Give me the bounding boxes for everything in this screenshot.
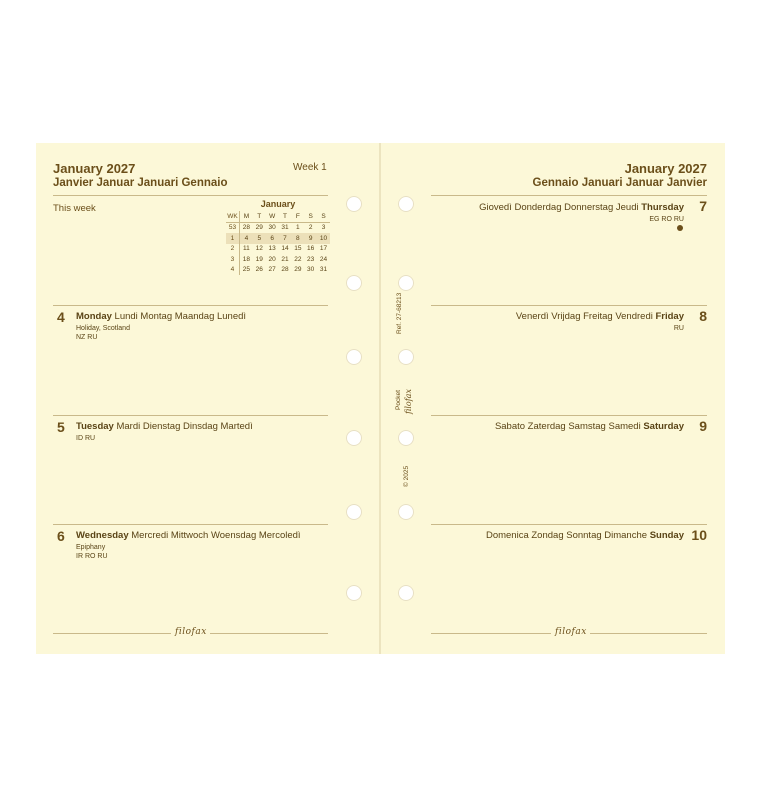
mini-calendar-cell: 25 [242, 266, 251, 274]
full-moon-icon [677, 225, 683, 231]
mini-calendar-cell: 22 [294, 255, 302, 263]
punch-hole [398, 430, 414, 446]
mini-calendar-header: S [304, 211, 317, 222]
punch-hole [398, 349, 414, 365]
punch-hole [346, 430, 362, 446]
day-name [495, 421, 684, 432]
mini-calendar-cell: 23 [307, 255, 315, 263]
mini-calendar-cell: 20 [268, 255, 276, 263]
mini-calendar-cell: 1 [296, 224, 300, 232]
footer-rule [431, 633, 551, 634]
mini-calendar-cell: 29 [294, 266, 302, 274]
day-note-countries: ID RU [76, 435, 96, 442]
day-name-bold: Friday [655, 311, 684, 322]
mini-calendar-header: F [291, 211, 304, 222]
mini-calendar-cell: 8 [291, 233, 304, 244]
mini-calendar-cell: 2 [308, 224, 313, 232]
filofax-logo: filofax [555, 627, 587, 637]
day-name-translations: Domenica Zondag Sonntag Dimanche [485, 530, 648, 541]
day-name [486, 530, 684, 541]
mini-calendar-cell: 3 [226, 254, 239, 265]
day-number: 6 [57, 528, 65, 544]
day-note-countries: EG RO RU [649, 216, 684, 223]
mini-calendar-cell: 21 [281, 255, 289, 263]
mini-calendar-cell: 15 [294, 245, 302, 253]
footer-rule [210, 633, 328, 634]
day-number: 5 [57, 419, 65, 435]
punch-hole [398, 504, 414, 520]
day-number: 8 [699, 308, 707, 324]
mini-calendar-cell: 5 [253, 233, 266, 244]
mini-calendar-cell: 1 [226, 233, 239, 244]
left-page-title: January 2027 [53, 161, 136, 176]
mini-calendar-cell: 13 [268, 245, 276, 253]
day-name [76, 530, 301, 541]
punch-hole [398, 196, 414, 212]
pocket-label: Pocket [395, 390, 402, 410]
mini-calendar-cell: 19 [255, 255, 263, 263]
mini-calendar-cell: 28 [281, 266, 289, 274]
day-number: 9 [699, 418, 707, 434]
mini-calendar-cell: 14 [281, 245, 289, 253]
this-week-label: This week [53, 203, 96, 214]
mini-calendar-cell: 31 [281, 224, 289, 232]
day-note-countries: NZ RU [76, 334, 98, 341]
day-note-countries: IR RO RU [76, 553, 108, 560]
mini-calendar-title: January [260, 199, 296, 209]
mini-calendar-cell: 30 [268, 224, 276, 232]
mini-calendar-cell: 18 [242, 255, 251, 263]
right-page-title: January 2027 [624, 161, 707, 176]
ref-label: Ref. 27-68213 [396, 292, 403, 334]
day-rule [53, 415, 328, 416]
mini-calendar-cell: 11 [243, 245, 250, 253]
copyright-label: © 2025 [403, 465, 410, 487]
punch-hole [346, 585, 362, 601]
day-number: 4 [57, 309, 65, 325]
day-name-translations: Venerdì Vrijdag Freitag Vendredi [515, 311, 653, 322]
reference-number [396, 293, 403, 334]
mini-calendar-cell: 53 [226, 222, 239, 233]
day-name-translations: Mardi Dienstag Dinsdag Martedì [116, 421, 253, 432]
punch-hole [346, 349, 362, 365]
footer-rule [590, 633, 707, 634]
day-rule [53, 524, 328, 525]
mini-calendar-cell: 31 [319, 266, 328, 274]
header-rule [53, 195, 328, 196]
day-name-translations: Giovedì Donderdag Donnerstag Jeudi [479, 202, 639, 213]
mini-calendar-cell: 9 [304, 233, 317, 244]
day-note: Epiphany [76, 544, 106, 551]
day-name-translations: Mercredi Mittwoch Woensdag Mercoledì [131, 530, 301, 541]
mini-calendar-cell: 26 [255, 266, 263, 274]
day-number: 7 [699, 198, 707, 214]
mini-calendar-cell: 17 [319, 245, 328, 253]
mini-calendar-cell: 4 [239, 233, 252, 244]
mini-calendar-row [226, 254, 330, 265]
day-rule [431, 524, 707, 525]
mini-calendar-cell: 16 [307, 245, 315, 253]
day-note: Holiday, Scotland [76, 325, 130, 332]
week-label: Week 1 [293, 162, 327, 173]
mini-calendar-header: S [317, 211, 330, 222]
mini-calendar-cell: 12 [255, 245, 263, 253]
right-page-subtitle: Gennaio Januari Januar Janvier [532, 177, 707, 189]
footer-rule [53, 633, 171, 634]
day-name-bold: Wednesday [76, 530, 129, 541]
day-rule [431, 305, 707, 306]
mini-calendar-header: T [279, 211, 292, 222]
mini-calendar-cell: 28 [242, 224, 251, 232]
mini-calendar-header: W [266, 211, 279, 222]
punch-hole [346, 275, 362, 291]
mini-calendar-cell: 7 [279, 233, 292, 244]
mini-calendar-cell: 30 [307, 266, 315, 274]
day-name [76, 311, 246, 322]
mini-calendar-row [226, 222, 330, 233]
day-name-bold: Tuesday [76, 421, 114, 432]
mini-calendar-row [226, 244, 330, 255]
day-name-bold: Thursday [641, 202, 684, 213]
mini-calendar-cell: 29 [255, 224, 263, 232]
mini-calendar-cell: 2 [226, 244, 239, 255]
left-page-subtitle: Janvier Januar Januari Gennaio [53, 177, 228, 189]
mini-calendar-cell: 24 [319, 255, 328, 263]
mini-calendar-header: WK [226, 211, 239, 222]
mini-calendar-row [226, 265, 330, 276]
spine [379, 143, 381, 654]
punch-hole [398, 275, 414, 291]
mini-calendar [226, 199, 330, 275]
mini-calendar-header: M [239, 211, 252, 222]
mini-calendar-cell: 6 [266, 233, 279, 244]
day-number: 10 [691, 527, 707, 543]
day-name-translations: Sabato Zaterdag Samstag Samedi [494, 421, 641, 432]
mini-calendar-cell: 10 [317, 233, 330, 244]
mini-calendar-cell: 4 [226, 265, 239, 276]
day-rule [53, 305, 328, 306]
mini-calendar-cell: 27 [268, 266, 276, 274]
mini-calendar-row-current-week [226, 233, 330, 244]
day-name [516, 311, 684, 322]
punch-hole [398, 585, 414, 601]
day-name [76, 421, 253, 432]
punch-hole [346, 504, 362, 520]
header-rule [431, 195, 707, 196]
spine-filofax-logo: filofax [404, 389, 413, 414]
day-name-bold: Sunday [649, 530, 684, 541]
mini-calendar-table [226, 211, 330, 275]
day-rule [431, 415, 707, 416]
punch-hole [346, 196, 362, 212]
day-name-bold: Monday [76, 311, 112, 322]
day-name-bold: Saturday [643, 421, 684, 432]
day-name-translations: Lundi Montag Maandag Lunedì [114, 311, 247, 322]
mini-calendar-header: T [253, 211, 266, 222]
day-name [479, 202, 684, 213]
mini-calendar-cell: 3 [321, 224, 326, 232]
filofax-logo: filofax [175, 627, 207, 637]
day-note-countries: RU [673, 325, 684, 332]
